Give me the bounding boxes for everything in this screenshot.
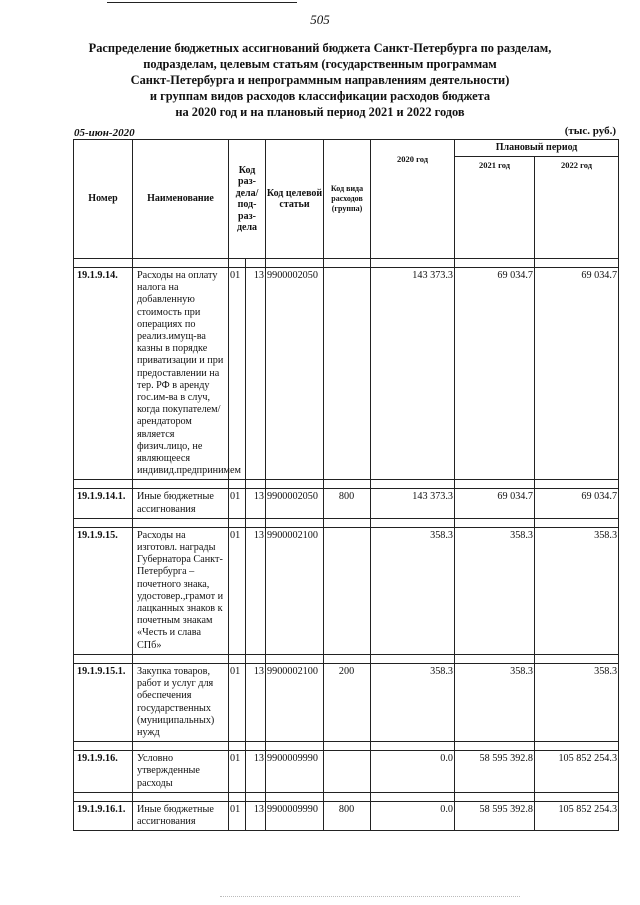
gap-cell [74,654,133,663]
gap-cell [229,259,246,268]
gap-cell [371,654,455,663]
header-section-code: Код раз-дела/ под-раз-дела [229,140,266,259]
row-section: 01 [229,663,246,741]
row-amount-2020: 0.0 [371,751,455,793]
gap-cell [535,742,619,751]
table-row [74,801,619,830]
gap-cell [455,259,535,268]
row-name: Расходы на оплату налога на добавленную стоимость при операциях по реализ.имущ-ва казны в порядке приватизации и при предоставлении на тер. РФ в аренду гос.им-ва в случ, когда покупателем/арендатором является физич.лицо, не являющееся индивид.предпринимем [133,268,229,480]
row-number: 19.1.9.15.1. [74,663,133,741]
gap-cell [133,259,229,268]
gap-cell [266,742,324,751]
title-line: Санкт-Петербурга и непрограммным направлениям деятельности) [130,73,510,87]
row-target-code: 9900002100 [266,663,324,741]
gap-cell [535,792,619,801]
gap-cell [324,792,371,801]
gap-cell [324,518,371,527]
row-amount-2021: 358.3 [455,663,535,741]
gap-cell [455,792,535,801]
row-subsection: 13 [246,527,266,654]
gap-cell [246,518,266,527]
gap-cell [535,480,619,489]
gap-cell [455,742,535,751]
document-title [60,40,580,120]
page-number: 505 [310,12,330,27]
gap-cell [246,654,266,663]
row-gap [74,259,619,268]
row-amount-2022: 358.3 [535,663,619,741]
gap-cell [133,480,229,489]
row-amount-2020: 358.3 [371,527,455,654]
row-section: 01 [229,801,246,830]
table-row [74,663,619,741]
gap-cell [246,259,266,268]
gap-cell [266,518,324,527]
gap-cell [74,259,133,268]
gap-cell [371,792,455,801]
row-subsection: 13 [246,751,266,793]
gap-cell [133,742,229,751]
row-expense-type: 200 [324,663,371,741]
gap-cell [324,742,371,751]
row-number: 19.1.9.14.1. [74,489,133,518]
row-number: 19.1.9.14. [74,268,133,480]
row-name: Иные бюджетные ассигнования [133,801,229,830]
table-row [74,489,619,518]
title-line: и группам видов расходов классификации расходов бюджета [149,89,491,103]
gap-cell [455,518,535,527]
row-subsection: 13 [246,663,266,741]
row-section: 01 [229,527,246,654]
gap-cell [371,480,455,489]
gap-cell [535,654,619,663]
gap-cell [324,654,371,663]
row-amount-2022: 105 852 254.3 [535,801,619,830]
budget-table [73,139,619,831]
gap-cell [266,259,324,268]
row-subsection: 13 [246,268,266,480]
row-amount-2020: 0.0 [371,801,455,830]
row-target-code: 9900009990 [266,801,324,830]
row-target-code: 9900009990 [266,751,324,793]
row-gap [74,480,619,489]
row-gap [74,654,619,663]
gap-cell [266,792,324,801]
table-row [74,751,619,793]
gap-cell [74,792,133,801]
row-amount-2020: 143 373.3 [371,489,455,518]
row-amount-2022: 69 034.7 [535,489,619,518]
gap-cell [229,654,246,663]
row-amount-2021: 58 595 392.8 [455,801,535,830]
gap-cell [74,480,133,489]
row-section: 01 [229,751,246,793]
gap-cell [133,654,229,663]
gap-cell [324,259,371,268]
row-amount-2022: 105 852 254.3 [535,751,619,793]
title-line: на 2020 год и на плановый период 2021 и 2022 годов [175,105,465,119]
row-expense-type: 800 [324,801,371,830]
gap-cell [324,480,371,489]
gap-cell [229,792,246,801]
gap-cell [371,518,455,527]
gap-cell [371,742,455,751]
row-amount-2021: 69 034.7 [455,489,535,518]
row-number: 19.1.9.15. [74,527,133,654]
footer-rule [220,896,520,897]
gap-cell [133,518,229,527]
row-amount-2020: 358.3 [371,663,455,741]
row-gap [74,742,619,751]
units-label: (тыс. руб.) [564,125,616,137]
row-amount-2021: 69 034.7 [455,268,535,480]
gap-cell [246,792,266,801]
title-line: подразделам, целевым статьям (государственным программам [143,57,497,71]
row-subsection: 13 [246,489,266,518]
header-number: Номер [74,140,133,259]
gap-cell [535,259,619,268]
row-name: Закупка товаров, работ и услуг для обеспечения государственных (муниципальных) нужд [133,663,229,741]
row-amount-2020: 143 373.3 [371,268,455,480]
gap-cell [229,480,246,489]
header-year-2020: 2020 год [371,140,455,259]
row-name: Расходы на изготовл. награды Губернатора Санкт-Петербурга – почетного знака, удостовер.,грамот и лацканных знаков к почетным знакам «Честь и слава СПб» [133,527,229,654]
row-expense-type [324,527,371,654]
gap-cell [74,742,133,751]
gap-cell [535,518,619,527]
gap-cell [229,742,246,751]
row-subsection: 13 [246,801,266,830]
row-gap [74,792,619,801]
header-year-2021: 2021 год [455,157,535,259]
top-rule [107,2,297,3]
gap-cell [246,480,266,489]
gap-cell [229,518,246,527]
document-date: 05-июн-2020 [74,127,135,139]
row-expense-type: 800 [324,489,371,518]
row-section: 01 [229,489,246,518]
row-number: 19.1.9.16. [74,751,133,793]
row-name: Иные бюджетные ассигнования [133,489,229,518]
row-target-code: 9900002100 [266,527,324,654]
gap-cell [133,792,229,801]
row-number: 19.1.9.16.1. [74,801,133,830]
gap-cell [371,259,455,268]
header-expense-type-code: Код вида расходов (группа) [324,140,371,259]
row-section: 01 [229,268,246,480]
row-amount-2021: 58 595 392.8 [455,751,535,793]
row-amount-2022: 69 034.7 [535,268,619,480]
row-gap [74,518,619,527]
gap-cell [246,742,266,751]
gap-cell [266,654,324,663]
row-target-code: 9900002050 [266,489,324,518]
row-name: Условно утвержденные расходы [133,751,229,793]
gap-cell [74,518,133,527]
row-target-code: 9900002050 [266,268,324,480]
header-year-2022: 2022 год [535,157,619,259]
header-planned-period: Плановый период [455,140,619,157]
gap-cell [266,480,324,489]
table-row [74,268,619,480]
table-row [74,527,619,654]
row-amount-2021: 358.3 [455,527,535,654]
title-line: Распределение бюджетных ассигнований бюджета Санкт-Петербурга по разделам, [88,41,552,55]
row-expense-type [324,751,371,793]
gap-cell [455,654,535,663]
gap-cell [455,480,535,489]
header-target-code: Код целевой статьи [266,140,324,259]
row-expense-type [324,268,371,480]
row-amount-2022: 358.3 [535,527,619,654]
header-name: Наименование [133,140,229,259]
